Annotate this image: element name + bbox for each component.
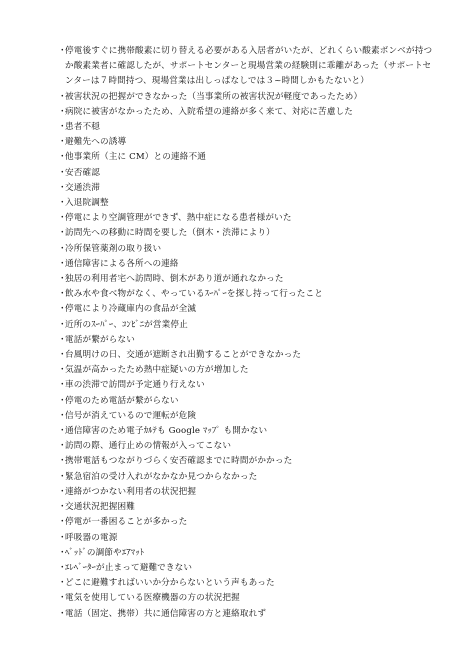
list-item (58, 394, 434, 409)
bullet-mark: ・ (58, 289, 67, 300)
bullet-mark: ・ (58, 365, 67, 376)
bullet-mark: ・ (58, 562, 67, 573)
bullet-mark: ・ (58, 274, 67, 285)
bullet-mark: ・ (58, 46, 67, 56)
list-item (58, 44, 434, 90)
list-item (58, 211, 434, 226)
list-item (58, 470, 434, 485)
list-item-text: 交通渋滞 (65, 182, 100, 193)
list-item (58, 500, 434, 515)
bullet-mark: ・ (58, 213, 67, 224)
list-item-text: 通信障害のため電子ｶﾙﾃも Google ﾏｯﾌﾟ も開かない (65, 426, 268, 437)
list-item-text: 緊急宿泊の受け入れがなかなか見つからなかった (65, 471, 258, 482)
list-item (58, 302, 434, 317)
bullet-mark: ・ (58, 258, 67, 269)
bullet-mark: ・ (58, 122, 67, 133)
list-item-text: 携帯電話もつながりづらく安否確認までに時間がかかった (65, 456, 293, 467)
bullet-mark: ・ (58, 593, 67, 604)
bullet-mark: ・ (58, 426, 67, 437)
list-item-text: ﾍﾞｯﾄﾞの調節やｴｱﾏｯﾄ (65, 547, 145, 558)
list-item-text: 台風明けの日、交通が遮断され出勤することができなかった (65, 350, 302, 361)
list-item-text: 信号が消えているので運転が危険 (65, 410, 197, 421)
list-item-text: 病院に被害がなかったため、入院希望の連絡が多く来て、対応に苦慮した (65, 106, 354, 117)
list-item-text: 通信障害による各所への連絡 (65, 258, 179, 269)
bullet-mark: ・ (58, 228, 67, 239)
list-item-text: 飲み水や食べ物がなく、やっているｽｰﾊﾟｰを探し持って行ったこと (65, 289, 323, 300)
list-item-text: 車の渋滞で訪問が予定通り行えない (65, 380, 205, 391)
list-item (58, 439, 434, 454)
list-item-text: 冷所保管薬剤の取り扱い (65, 243, 162, 254)
list-item (58, 576, 434, 591)
list-item-text: 訪問先への移動に時間を要した（倒木・渋滞により） (65, 228, 275, 239)
list-item-text: 連絡がつかない利用者の状況把握 (65, 486, 197, 497)
list-item (58, 409, 434, 424)
list-item-text: 他事業所（主に CM）との連絡不通 (65, 152, 206, 163)
list-item (58, 150, 434, 165)
bullet-mark: ・ (58, 380, 67, 391)
list-item (58, 257, 434, 272)
list-item-text: 電話（固定、携帯）共に通信障害の方と連絡取れず (65, 608, 267, 619)
list-item-text: 被害状況の把握ができなかった（当事業所の被害状況が軽度であったため） (65, 91, 363, 102)
bullet-mark: ・ (58, 198, 67, 209)
bullet-mark: ・ (58, 319, 67, 330)
bullet-mark: ・ (58, 502, 67, 513)
list-item-text: 安否確認 (65, 167, 100, 178)
bullet-mark: ・ (58, 106, 67, 117)
bullet-mark: ・ (58, 410, 67, 421)
list-item (58, 272, 434, 287)
list-item-text: 電気を使用している医療機器の方の状況把握 (65, 593, 240, 604)
list-item-text: 交通状況把握困難 (65, 502, 135, 513)
bullet-mark: ・ (58, 152, 67, 163)
bullet-mark: ・ (58, 441, 67, 452)
bullet-mark: ・ (58, 517, 67, 528)
bullet-mark: ・ (58, 547, 67, 558)
list-item (58, 424, 434, 439)
list-item (58, 226, 434, 241)
list-item (58, 561, 434, 576)
list-item (58, 135, 434, 150)
list-item (58, 515, 434, 530)
list-item-text: 入退院調整 (65, 198, 109, 209)
bullet-mark: ・ (58, 486, 67, 497)
list-item-text: 近所のｽｰﾊﾟｰ、ｺﾝﾋﾞﾆが営業停止 (65, 319, 188, 330)
list-item (58, 531, 434, 546)
list-item (58, 181, 434, 196)
bullet-mark: ・ (58, 334, 67, 345)
list-item (58, 166, 434, 181)
list-item-text: 独居の利用者宅へ訪問時、倒木があり道が通れなかった (65, 274, 284, 285)
list-item-text: 停電後すぐに携帯酸素に切り替える必要がある入居者がいたが、どれくらい酸素ボンベが持つか酸素業者に確認したが、サポートセンターと現場営業の経験則に乖離があった（サポートセンターは７時間持つ、現場営業は出しっぱなしでは３~時間しかもたないと） (65, 46, 433, 87)
list-item (58, 348, 434, 363)
list-item-text: 停電が一番困ることが多かった (65, 517, 188, 528)
list-item-text: ｴﾚﾍﾞｰﾀｰが止まって避難できない (65, 562, 193, 573)
bullet-mark: ・ (58, 182, 67, 193)
list-item (58, 363, 434, 378)
issue-list (58, 44, 434, 622)
bullet-mark: ・ (58, 395, 67, 406)
bullet-mark: ・ (58, 91, 67, 102)
bullet-mark: ・ (58, 578, 67, 589)
bullet-mark: ・ (58, 456, 67, 467)
list-item (58, 90, 434, 105)
list-item (58, 591, 434, 606)
list-item-text: 訪問の際、通行止めの情報が入ってこない (65, 441, 232, 452)
list-item-text: 避難先への誘導 (65, 137, 127, 148)
list-item-text: 患者不穏 (65, 122, 100, 133)
bullet-mark: ・ (58, 608, 67, 619)
list-item (58, 485, 434, 500)
list-item-text: 停電により空調管理ができず、熱中症になる患者様がいた (65, 213, 292, 224)
bullet-mark: ・ (58, 304, 67, 315)
bullet-mark: ・ (58, 350, 67, 361)
bullet-mark: ・ (58, 532, 67, 543)
list-item (58, 105, 434, 120)
bullet-mark: ・ (58, 471, 67, 482)
list-item (58, 333, 434, 348)
list-item-text: 電話が繋がらない (65, 334, 135, 345)
list-item (58, 454, 434, 469)
list-item (58, 607, 434, 622)
list-item (58, 318, 434, 333)
list-item (58, 546, 434, 561)
list-item (58, 196, 434, 211)
list-item (58, 120, 434, 135)
bullet-mark: ・ (58, 243, 67, 254)
list-item-text: 停電により冷蔵庫内の食品が全滅 (65, 304, 197, 315)
list-item-text: 呼吸器の電源 (65, 532, 118, 543)
bullet-mark: ・ (58, 137, 67, 148)
list-item-text: 停電のため電話が繋がらない (65, 395, 179, 406)
list-item-text: 気温が高かったため熱中症疑いの方が増加した (65, 365, 249, 376)
list-item-text: どこに避難すればいいか分からないという声もあった (65, 578, 275, 589)
list-item (58, 378, 434, 393)
list-item (58, 287, 434, 302)
bullet-mark: ・ (58, 167, 67, 178)
list-item (58, 242, 434, 257)
